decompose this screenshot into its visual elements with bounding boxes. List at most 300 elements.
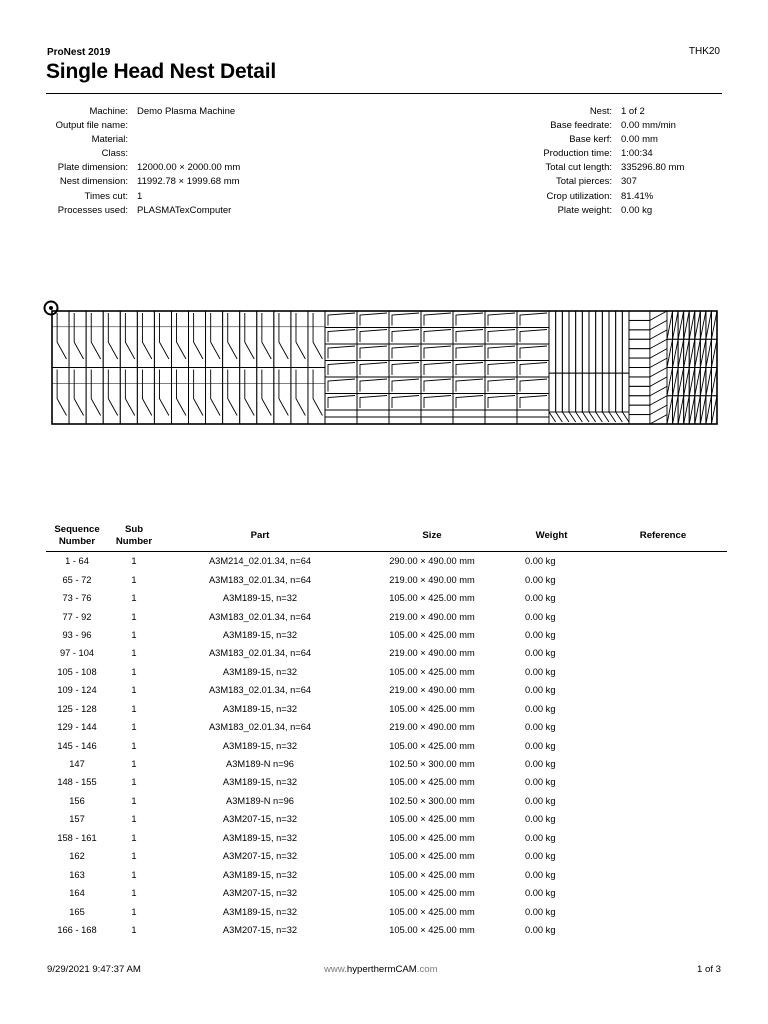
part-feature [194, 313, 203, 359]
nested-part [569, 373, 576, 412]
cell-sequence: 73 - 76 [62, 593, 92, 604]
detail-row: Machine: Demo Plasma Machine [89, 106, 236, 117]
cell-reference [599, 792, 727, 810]
part-feature [456, 363, 483, 376]
nested-part [549, 311, 556, 373]
part-feature [159, 313, 168, 359]
cell-part: A3M189-15, n=32 [222, 869, 298, 880]
part-feature [576, 412, 583, 422]
table-row [46, 884, 727, 902]
cell-sub: 1 [131, 611, 137, 622]
cell-size: 105.00 × 425.00 mm [389, 703, 475, 714]
part-feature [57, 313, 66, 359]
cell-part: A3M189-15, n=32 [222, 666, 298, 677]
cell-sub: 1 [131, 851, 137, 862]
part-feature [424, 379, 451, 392]
table-row [46, 921, 727, 939]
part-feature [296, 313, 305, 359]
nested-part [582, 311, 589, 373]
table-row [46, 681, 727, 699]
part-feature [74, 370, 83, 416]
cell-sequence: 148 - 155 [57, 777, 97, 788]
nest-stats [500, 105, 684, 218]
parts-table [46, 520, 727, 939]
cell-weight: 0.00 kg [525, 574, 556, 585]
cell-reference [599, 663, 727, 681]
cell-reference [599, 921, 727, 939]
part-feature [279, 313, 288, 359]
part-feature [313, 313, 322, 359]
cell-reference [599, 589, 727, 607]
part-feature [706, 311, 712, 339]
cell-reference [599, 718, 727, 736]
part-feature [520, 346, 547, 359]
part-feature [245, 313, 254, 359]
part-feature [360, 330, 387, 343]
table-row [46, 810, 727, 828]
cell-weight: 0.00 kg [525, 924, 556, 935]
part-feature [262, 313, 271, 359]
nested-part [629, 330, 650, 339]
part-feature [177, 313, 186, 359]
cell-part: A3M183_02.01.34, n=64 [208, 722, 312, 733]
nested-part [629, 311, 650, 320]
nested-part [616, 373, 623, 412]
stat-row: Nest: 1 of 2 [589, 106, 645, 117]
part-feature [296, 370, 305, 416]
cell-sequence: 129 - 144 [57, 722, 97, 733]
cell-reference [599, 681, 727, 699]
cell-size: 105.00 × 425.00 mm [389, 906, 475, 917]
cell-sub: 1 [131, 777, 137, 788]
part-feature [488, 313, 515, 326]
cell-sub: 1 [131, 685, 137, 696]
part-feature [622, 412, 629, 422]
part-feature [456, 346, 483, 359]
cell-part: A3M189-N n=96 [226, 759, 294, 770]
cell-part: A3M189-15, n=32 [222, 703, 298, 714]
part-feature [360, 396, 387, 409]
cell-sequence: 65 - 72 [62, 574, 92, 585]
part-feature [211, 370, 220, 416]
cell-sub: 1 [131, 888, 137, 899]
table-row [46, 607, 727, 625]
part-feature [602, 412, 609, 422]
cell-reference [599, 736, 727, 754]
stat-row: Base kerf: 0.00 mm [569, 134, 658, 146]
cell-sequence: 158 - 161 [57, 832, 97, 843]
part-feature [549, 412, 556, 422]
part-feature [667, 368, 673, 396]
cell-sub: 1 [131, 814, 137, 825]
cell-weight: 0.00 kg [525, 593, 556, 604]
part-feature [650, 311, 667, 320]
detail-row: Nest dimension: 11992.78 × 1999.68 mm [59, 176, 240, 188]
cell-sequence: 125 - 128 [57, 703, 97, 714]
part-feature [142, 370, 151, 416]
part-feature [706, 396, 712, 424]
nested-part [589, 373, 596, 412]
part-feature [650, 349, 667, 358]
nested-part [629, 358, 650, 367]
nested-part [609, 311, 616, 373]
part-feature [125, 370, 134, 416]
part-feature [667, 396, 673, 424]
cell-size: 102.50 × 300.00 mm [389, 759, 475, 770]
part-feature [520, 313, 547, 326]
part-feature [650, 405, 667, 414]
cell-sequence: 109 - 124 [57, 685, 97, 696]
cell-sub: 1 [131, 629, 137, 640]
part-feature [488, 363, 515, 376]
part-feature [700, 368, 706, 396]
product-name: ProNest 2019 [47, 47, 111, 58]
col-sub-number: Sub Number [108, 520, 160, 552]
cell-size: 219.00 × 490.00 mm [389, 722, 475, 733]
cell-size: 219.00 × 490.00 mm [389, 685, 475, 696]
part-feature [328, 346, 355, 359]
table-row [46, 700, 727, 718]
part-feature [650, 358, 667, 367]
nested-part [357, 417, 389, 424]
part-feature [589, 412, 596, 422]
col-size: Size [360, 520, 504, 552]
cell-reference [599, 607, 727, 625]
machine-details [30, 105, 240, 218]
cell-sub: 1 [131, 593, 137, 604]
nested-part [569, 311, 576, 373]
cell-size: 105.00 × 425.00 mm [389, 888, 475, 899]
part-feature [360, 346, 387, 359]
thickness-code: THK20 [688, 46, 720, 57]
part-feature [700, 396, 706, 424]
cell-part: A3M207-15, n=32 [222, 851, 298, 862]
nested-part [576, 311, 583, 373]
cell-sequence: 93 - 96 [62, 629, 92, 640]
cell-size: 105.00 × 425.00 mm [389, 832, 475, 843]
cell-reference [599, 865, 727, 883]
part-feature [650, 377, 667, 386]
cell-part: A3M183_02.01.34, n=64 [208, 611, 312, 622]
cell-size: 219.00 × 490.00 mm [389, 648, 475, 659]
cell-weight: 0.00 kg [525, 777, 556, 788]
part-feature [616, 412, 623, 422]
nested-part [602, 373, 609, 412]
part-feature [456, 330, 483, 343]
table-row [46, 644, 727, 662]
cell-sequence: 97 - 104 [59, 648, 95, 659]
cell-weight: 0.00 kg [525, 795, 556, 806]
part-feature [711, 311, 717, 339]
part-feature [650, 386, 667, 395]
nested-part [629, 415, 650, 424]
stat-row: Plate weight: 0.00 kg [557, 204, 653, 216]
cell-sub: 1 [131, 648, 137, 659]
cell-sequence: 145 - 146 [57, 740, 97, 751]
part-feature [684, 311, 690, 339]
part-feature [360, 363, 387, 376]
table-row [46, 792, 727, 810]
part-feature [689, 396, 695, 424]
part-feature [678, 396, 684, 424]
cell-sequence: 105 - 108 [57, 666, 97, 677]
table-row [46, 773, 727, 791]
nested-part [325, 417, 357, 424]
cell-size: 105.00 × 425.00 mm [389, 777, 475, 788]
cell-weight: 0.00 kg [525, 666, 556, 677]
nested-part [517, 417, 549, 424]
cell-part: A3M207-15, n=32 [222, 924, 298, 935]
part-feature [673, 311, 679, 339]
cell-part: A3M189-15, n=32 [222, 832, 298, 843]
cell-part: A3M189-15, n=32 [222, 593, 298, 604]
cell-weight: 0.00 kg [525, 888, 556, 899]
nested-part [622, 311, 629, 373]
detail-row: Plate dimension: 12000.00 × 2000.00 mm [57, 162, 241, 174]
cell-size: 105.00 × 425.00 mm [389, 740, 475, 751]
nested-part [556, 373, 563, 412]
footer-page-number: 1 of 3 [696, 964, 721, 975]
part-feature [456, 313, 483, 326]
nested-part [549, 373, 556, 412]
cell-reference [599, 700, 727, 718]
nested-part [596, 373, 603, 412]
cell-size: 105.00 × 425.00 mm [389, 851, 475, 862]
part-feature [689, 311, 695, 339]
cell-sub: 1 [131, 722, 137, 733]
part-feature [650, 415, 667, 424]
nested-part [616, 311, 623, 373]
table-row [46, 736, 727, 754]
cell-sub: 1 [131, 703, 137, 714]
part-feature [328, 379, 355, 392]
part-feature [392, 313, 419, 326]
cell-sequence: 166 - 168 [57, 924, 97, 935]
part-feature [328, 313, 355, 326]
part-feature [650, 396, 667, 405]
cell-part: A3M183_02.01.34, n=64 [208, 685, 312, 696]
cell-reference [599, 884, 727, 902]
nested-part [325, 410, 357, 417]
cell-size: 290.00 × 490.00 mm [389, 556, 475, 567]
cell-part: A3M214_02.01.34, n=64 [208, 556, 312, 567]
cell-sub: 1 [131, 832, 137, 843]
title-divider [46, 93, 722, 94]
nested-part [576, 373, 583, 412]
nested-part [589, 311, 596, 373]
table-row [46, 847, 727, 865]
cell-weight: 0.00 kg [525, 703, 556, 714]
part-feature [684, 368, 690, 396]
nested-part [629, 368, 650, 377]
part-feature [673, 339, 679, 367]
col-part: Part [160, 520, 360, 552]
table-row [46, 829, 727, 847]
part-feature [488, 379, 515, 392]
part-feature [673, 368, 679, 396]
cell-part: A3M189-15, n=32 [222, 740, 298, 751]
nested-part [453, 417, 485, 424]
page-title: Single Head Nest Detail [46, 60, 276, 83]
cell-size: 105.00 × 425.00 mm [389, 629, 475, 640]
cell-reference [599, 644, 727, 662]
cell-size: 105.00 × 425.00 mm [389, 814, 475, 825]
part-feature [108, 370, 117, 416]
part-feature [424, 313, 451, 326]
nested-part [629, 349, 650, 358]
nested-part [622, 373, 629, 412]
cell-size: 105.00 × 425.00 mm [389, 593, 475, 604]
cell-size: 105.00 × 425.00 mm [389, 924, 475, 935]
cell-sequence: 1 - 64 [65, 556, 89, 567]
part-feature [520, 363, 547, 376]
table-row [46, 865, 727, 883]
part-feature [392, 330, 419, 343]
part-feature [488, 346, 515, 359]
part-feature [556, 412, 563, 422]
part-feature [684, 339, 690, 367]
cell-reference [599, 902, 727, 920]
part-feature [582, 412, 589, 422]
part-feature [650, 330, 667, 339]
cell-weight: 0.00 kg [525, 740, 556, 751]
part-feature [711, 339, 717, 367]
cell-weight: 0.00 kg [525, 629, 556, 640]
part-feature [456, 396, 483, 409]
part-feature [392, 346, 419, 359]
part-feature [262, 370, 271, 416]
nested-part [629, 386, 650, 395]
part-feature [313, 370, 322, 416]
col-sequence: Sequence Number [46, 520, 108, 552]
cell-weight: 0.00 kg [525, 832, 556, 843]
part-feature [177, 370, 186, 416]
part-feature [328, 330, 355, 343]
part-feature [650, 339, 667, 348]
part-feature [520, 396, 547, 409]
part-feature [245, 370, 254, 416]
nested-part [389, 417, 421, 424]
cell-sequence: 162 [69, 851, 85, 862]
part-feature [678, 368, 684, 396]
part-feature [695, 311, 701, 339]
part-feature [228, 313, 237, 359]
nested-part [562, 373, 569, 412]
cell-part: A3M207-15, n=32 [222, 814, 298, 825]
nested-part [357, 410, 389, 417]
part-feature [650, 368, 667, 377]
part-feature [108, 313, 117, 359]
cell-sequence: 164 [69, 888, 85, 899]
cell-size: 105.00 × 425.00 mm [389, 869, 475, 880]
nested-part [629, 396, 650, 405]
part-feature [520, 330, 547, 343]
cell-sub: 1 [131, 574, 137, 585]
cell-weight: 0.00 kg [525, 611, 556, 622]
footer-url[interactable]: www.hyperthermCAM.com [324, 964, 438, 975]
detail-row: Class: [101, 148, 128, 160]
cell-sub: 1 [131, 740, 137, 751]
nested-part [629, 405, 650, 414]
part-feature [142, 313, 151, 359]
part-feature [424, 363, 451, 376]
cell-part: A3M183_02.01.34, n=64 [208, 648, 312, 659]
part-feature [488, 330, 515, 343]
part-feature [392, 363, 419, 376]
cell-reference [599, 552, 727, 571]
part-feature [392, 396, 419, 409]
cell-sub: 1 [131, 666, 137, 677]
cell-reference [599, 773, 727, 791]
part-feature [279, 370, 288, 416]
nested-part [389, 410, 421, 417]
part-feature [228, 370, 237, 416]
nested-parts [52, 311, 717, 424]
footer-datetime: 9/29/2021 9:47:37 AM [47, 964, 141, 975]
table-row [46, 718, 727, 736]
cell-weight: 0.00 kg [525, 814, 556, 825]
table-row [46, 589, 727, 607]
cell-size: 102.50 × 300.00 mm [389, 795, 475, 806]
nest-layout-drawing [41, 298, 721, 428]
part-feature [360, 379, 387, 392]
part-feature [667, 311, 673, 339]
detail-row: Output file name: [55, 120, 128, 132]
part-feature [700, 311, 706, 339]
cell-sequence: 147 [69, 759, 85, 770]
nested-part [609, 373, 616, 412]
cell-reference [599, 626, 727, 644]
cell-sequence: 77 - 92 [62, 611, 92, 622]
nested-part [562, 311, 569, 373]
col-reference: Reference [599, 520, 727, 552]
part-feature [424, 330, 451, 343]
nested-part [421, 410, 453, 417]
cell-weight: 0.00 kg [525, 556, 556, 567]
part-feature [424, 346, 451, 359]
part-feature [695, 368, 701, 396]
part-feature [706, 339, 712, 367]
part-feature [711, 396, 717, 424]
cell-reference [599, 570, 727, 588]
nested-part [453, 410, 485, 417]
stat-row: Production time: 1:00:34 [543, 148, 653, 160]
table-row [46, 570, 727, 588]
cell-sequence: 156 [69, 795, 85, 806]
stat-row: Total pierces: 307 [556, 176, 637, 188]
part-feature [695, 396, 701, 424]
part-feature [695, 339, 701, 367]
part-feature [609, 412, 616, 422]
detail-row: Processes used: PLASMATexComputer [57, 204, 232, 216]
cell-weight: 0.00 kg [525, 851, 556, 862]
part-feature [569, 412, 576, 422]
part-feature [706, 368, 712, 396]
stat-row: Crop utilization: 81.41% [546, 190, 654, 202]
part-feature [74, 313, 83, 359]
cell-reference [599, 810, 727, 828]
plate-origin-dot [49, 306, 53, 310]
part-feature [678, 311, 684, 339]
part-feature [456, 379, 483, 392]
table-row [46, 902, 727, 920]
part-feature [711, 368, 717, 396]
table-row [46, 626, 727, 644]
table-header-row [46, 520, 727, 552]
part-feature [650, 320, 667, 329]
cell-weight: 0.00 kg [525, 869, 556, 880]
stat-row: Base feedrate: 0.00 mm/min [550, 120, 676, 132]
